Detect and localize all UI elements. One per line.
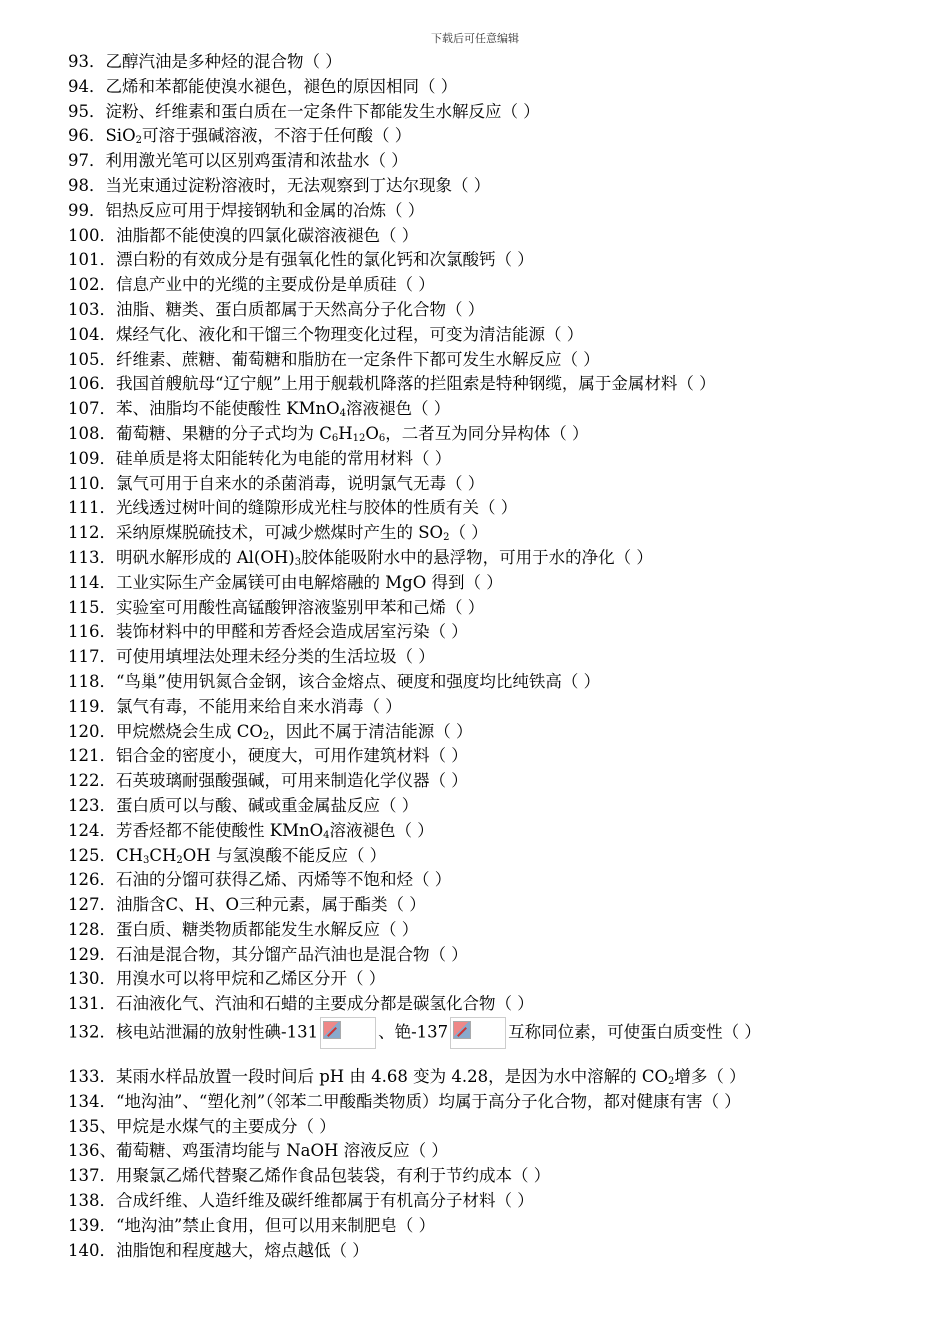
subscript: 12 <box>352 432 366 444</box>
question-q125 <box>68 844 888 869</box>
question-text: 124．芳香烃都不能使酸性 KMnO <box>68 820 324 840</box>
question-q104 <box>68 323 888 348</box>
subscript: 4 <box>339 408 346 420</box>
question-text: 140．油脂饱和程度越大，熔点越低（ ） <box>68 1240 369 1260</box>
subscript: 3 <box>143 854 150 866</box>
question-q140 <box>68 1239 888 1264</box>
question-text: H <box>338 423 353 443</box>
question-text: 120．甲烷燃烧会生成 CO <box>68 721 263 741</box>
question-text: 97．利用激光笔可以区别鸡蛋清和浓盐水（ ） <box>68 151 408 171</box>
broken-image-icon <box>323 1021 341 1039</box>
question-q127 <box>68 893 888 918</box>
question-q134 <box>68 1090 888 1115</box>
question-text: 溶液褪色（ ） <box>329 820 434 840</box>
question-q114 <box>68 571 888 596</box>
question-q117 <box>68 645 888 670</box>
question-q137 <box>68 1164 888 1189</box>
question-q136 <box>68 1139 888 1164</box>
question-q139 <box>68 1214 888 1239</box>
image-placeholder <box>320 1017 376 1049</box>
question-q93 <box>68 50 888 75</box>
question-q109 <box>68 447 888 472</box>
question-text: 121．铝合金的密度小，硬度大，可用作建筑材料（ ） <box>68 746 468 766</box>
question-text: 108．葡萄糖、果糖的分子式均为 C <box>68 423 332 443</box>
question-q118 <box>68 670 888 695</box>
question-text: 118．“鸟巢”使用钒氮合金钢，该合金熔点、硬度和强度均比纯铁高（ ） <box>68 671 601 691</box>
question-text: 113．明矾水解形成的 Al(OH) <box>68 547 295 567</box>
question-text: 110．氯气可用于自来水的杀菌消毒，说明氯气无毒（ ） <box>68 473 485 493</box>
question-text: 114．工业实际生产金属镁可由电解熔融的 MgO 得到（ ） <box>68 572 503 592</box>
question-q122 <box>68 769 888 794</box>
subscript: 6 <box>331 432 339 444</box>
question-text: ，二者互为同分异构体（ ） <box>385 423 589 443</box>
question-text: 98．当光束通过淀粉溶液时，无法观察到丁达尔现象（ ） <box>68 175 491 195</box>
question-q108 <box>68 422 888 447</box>
question-q105 <box>68 348 888 373</box>
question-text: 119．氯气有毒，不能用来给自来水消毒（ ） <box>68 696 402 716</box>
question-text: 103．油脂、糖类、蛋白质都属于天然高分子化合物（ ） <box>68 299 485 319</box>
question-q138 <box>68 1189 888 1214</box>
question-text: 137．用聚氯乙烯代替聚乙烯作食品包装袋，有利于节约成本（ ） <box>68 1166 551 1186</box>
question-q103 <box>68 298 888 323</box>
question-q131 <box>68 992 888 1017</box>
question-text: 溶液褪色（ ） <box>346 399 451 419</box>
question-text: 100．油脂都不能使溴的四氯化碳溶液褪色（ ） <box>68 225 419 245</box>
question-text: 134．“地沟油”、“塑化剂”（邻苯二甲酸酯类物质）均属于高分子化合物，都对健康有害（ ） <box>68 1091 741 1111</box>
subscript: 4 <box>323 829 330 841</box>
question-text: 132．核电站泄漏的放射性碘-131 <box>68 1022 319 1042</box>
question-q126 <box>68 868 888 893</box>
question-text: 、铯-137 <box>378 1022 449 1042</box>
question-q99 <box>68 199 888 224</box>
question-q96 <box>68 124 888 149</box>
question-text: 96．SiO <box>68 126 136 146</box>
subscript: 2 <box>176 854 183 866</box>
question-text: 93．乙醇汽油是多种烃的混合物（ ） <box>68 52 342 71</box>
question-text: 111．光线透过树叶间的缝隙形成光柱与胶体的性质有关（ ） <box>68 498 518 518</box>
question-q107 <box>68 397 888 422</box>
page-header: 下载后可任意编辑 <box>431 32 519 45</box>
question-text: CH <box>149 845 177 865</box>
question-q97 <box>68 149 888 174</box>
question-text: 101．漂白粉的有效成分是有强氧化性的氯化钙和次氯酸钙（ ） <box>68 250 534 270</box>
subscript: 2 <box>668 1076 675 1088</box>
broken-image-icon <box>453 1021 471 1039</box>
question-text: 95．淀粉、纤维素和蛋白质在一定条件下都能发生水解反应（ ） <box>68 101 540 121</box>
question-q130 <box>68 967 888 992</box>
question-text: 127．油脂含C、H、O三种元素，属于酯类（ ） <box>68 895 426 915</box>
question-q94 <box>68 75 888 100</box>
question-text: 135、甲烷是水煤气的主要成分（ ） <box>68 1116 336 1136</box>
question-text: ，因此不属于清洁能源（ ） <box>269 721 473 741</box>
question-q102 <box>68 273 888 298</box>
question-text: 139．“地沟油”禁止食用，但可以用来制肥皂（ ） <box>68 1215 436 1235</box>
question-q111 <box>68 496 888 521</box>
question-q135 <box>68 1115 888 1140</box>
question-q120 <box>68 720 888 745</box>
question-text: 107．苯、油脂均不能使酸性 KMnO <box>68 399 340 419</box>
subscript: 2 <box>262 730 270 742</box>
question-text: 增多（ ） <box>674 1067 746 1087</box>
question-text: 105．纤维素、蔗糖、葡萄糖和脂肪在一定条件下都可发生水解反应（ ） <box>68 349 600 369</box>
question-q113 <box>68 546 888 571</box>
subscript: 2 <box>443 532 450 544</box>
question-text: 胶体能吸附水中的悬浮物，可用于水的净化（ ） <box>301 547 653 567</box>
question-list <box>68 50 888 1263</box>
image-placeholder <box>450 1017 506 1049</box>
question-q124 <box>68 819 888 844</box>
question-q101 <box>68 248 888 273</box>
question-text: OH 与氢溴酸不能反应（ ） <box>182 845 387 865</box>
question-q133 <box>68 1065 888 1090</box>
question-text: 117．可使用填埋法处理未经分类的生活垃圾（ ） <box>68 647 435 667</box>
question-text: 138．合成纤维、人造纤维及碳纤维都属于有机高分子材料（ ） <box>68 1191 534 1211</box>
question-text: 112．采纳原煤脱硫技术，可减少燃煤时产生的 SO <box>68 523 444 543</box>
question-q95 <box>68 100 888 125</box>
question-text: 123．蛋白质可以与酸、碱或重金属盐反应（ ） <box>68 795 419 815</box>
subscript: 6 <box>378 432 386 444</box>
question-text: 109．硅单质是将太阳能转化为电能的常用材料（ ） <box>68 448 452 468</box>
question-text: 互称同位素，可使蛋白质变性（ ） <box>508 1022 761 1042</box>
question-text: 125．CH <box>68 845 144 865</box>
question-q121 <box>68 744 888 769</box>
question-q98 <box>68 174 888 199</box>
question-text: 可溶于强碱溶液，不溶于任何酸（ ） <box>141 126 412 146</box>
question-text: （ ） <box>449 523 488 543</box>
question-text: 116．装饰材料中的甲醛和芳香烃会造成居室污染（ ） <box>68 622 468 642</box>
question-text: 129．石油是混合物，其分馏产品汽油也是混合物（ ） <box>68 944 468 964</box>
question-text: O <box>365 423 379 443</box>
question-text: 130．用溴水可以将甲烷和乙烯区分开（ ） <box>68 969 386 989</box>
question-q129 <box>68 943 888 968</box>
question-text: 115．实验室可用酸性高锰酸钾溶液鉴别甲苯和己烯（ ） <box>68 597 485 617</box>
question-q115 <box>68 596 888 621</box>
question-q123 <box>68 794 888 819</box>
question-q100 <box>68 224 888 249</box>
question-text: 136、葡萄糖、鸡蛋清均能与 NaOH 溶液反应（ ） <box>68 1141 448 1161</box>
question-text: 94．乙烯和苯都能使溴水褪色，褪色的原因相同（ ） <box>68 76 458 96</box>
question-text: 106．我国首艘航母“辽宁舰”上用于舰载机降落的拦阻索是特种钢缆，属于金属材料（ ） <box>68 374 716 394</box>
question-q112 <box>68 521 888 546</box>
question-text: 104．煤经气化、液化和干馏三个物理变化过程，可变为清洁能源（ ） <box>68 324 584 344</box>
subscript: 2 <box>135 135 142 147</box>
question-text: 133．某雨水样品放置一段时间后 pH 由 4.68 变为 4.28，是因为水中溶解的 CO <box>68 1067 669 1087</box>
question-q106 <box>68 372 888 397</box>
question-text: 122．石英玻璃耐强酸强碱，可用来制造化学仪器（ ） <box>68 771 468 791</box>
question-text: 99．铝热反应可用于焊接钢轨和金属的冶炼（ ） <box>68 200 425 220</box>
subscript: 3 <box>294 556 302 568</box>
question-text: 102．信息产业中的光缆的主要成份是单质硅（ ） <box>68 275 435 295</box>
question-text: 128．蛋白质、糖类物质都能发生水解反应（ ） <box>68 919 419 939</box>
question-text: 131．石油液化气、汽油和石蜡的主要成分都是碳氢化合物（ ） <box>68 994 534 1014</box>
question-q132 <box>68 1017 888 1065</box>
question-q128 <box>68 918 888 943</box>
question-text: 126．石油的分馏可获得乙烯、丙烯等不饱和烃（ ） <box>68 870 452 890</box>
question-q110 <box>68 472 888 497</box>
question-q119 <box>68 695 888 720</box>
question-q116 <box>68 620 888 645</box>
